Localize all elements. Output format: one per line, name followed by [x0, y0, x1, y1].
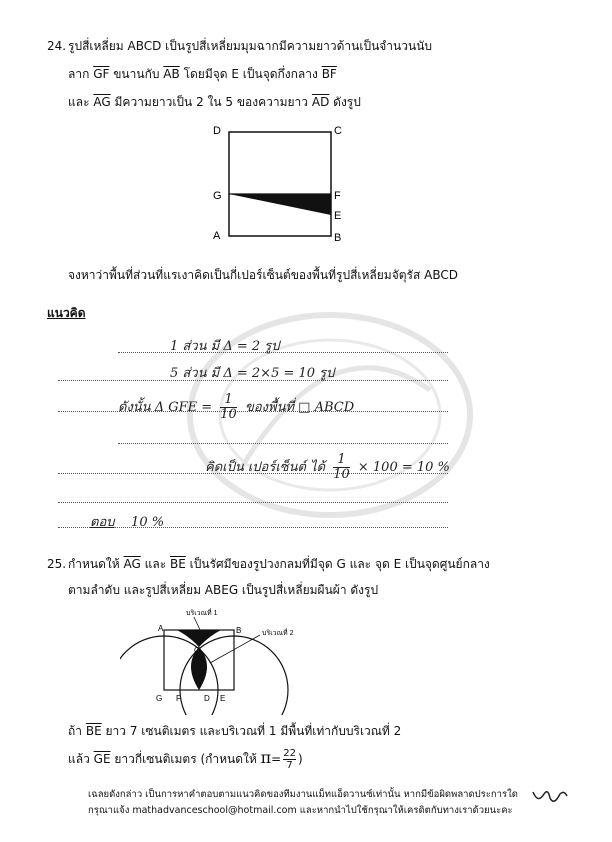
q25-number: 25. [47, 557, 67, 571]
q24-square-diagram [205, 120, 355, 245]
label-F: F [176, 694, 181, 703]
region-1-label: บริเวณที่ 1 [186, 610, 218, 617]
label-A: A [158, 624, 164, 633]
label-D: D [204, 694, 210, 703]
q25-circles-diagram [120, 605, 320, 715]
label-E: E [220, 694, 226, 703]
label-F: F [334, 190, 341, 202]
hw-line4: คิดเป็น เปอร์เซ็นต์ ได้ $\frac{1}{10}$ × 100 = 10 % [205, 452, 450, 482]
q24-question: จงหาว่าพื้นที่ส่วนที่แรเงาคิดเป็นกี่เปอร์เซ็นต์ของพื้นที่รูปสี่เหลี่ยมจัตุรัส ABCD [68, 268, 458, 282]
label-C: C [334, 125, 342, 137]
label-B: B [334, 232, 342, 244]
q24-line1: รูปสี่เหลี่ยม ABCD เป็นรูปสี่เหลี่ยมมุมฉากมีความยาวด้านเป็นจำนวนนับ [68, 39, 433, 53]
q25-line2: ตามลำดับ และรูปสี่เหลี่ยม ABEG เป็นรูปสี่เหลี่ยมผืนผ้า ดังรูป [68, 583, 379, 597]
label-A: A [213, 230, 221, 242]
q25-line4: แล้ว $\overline{GE}$ ยาวกี่เซนติเมตร (กำหนดให้ π= $\frac{22}{7}$ ) [68, 748, 303, 771]
hw-line3: ดังนั้น Δ GFE = $\frac{1}{10}$ ของพื้นที่ □ ABCD [118, 392, 355, 422]
shaded-triangle [229, 194, 331, 215]
label-C: C [194, 646, 200, 655]
hw-line2: 5 ส่วน มี Δ = 2×5 = 10 รูป [170, 366, 335, 381]
label-D: D [213, 125, 221, 137]
q25-line1: กำหนดให้ $\overline{AG}$ และ $\overline{BE}$ เป็นรัศมีของรูปวงกลมที่มีจุด G และ จุด E เป็นจุดศูนย์กลาง [68, 557, 490, 571]
q24-number: 24. [47, 39, 67, 53]
answer-line: ตอบ 10 % [90, 515, 165, 530]
hw-line1: 1 ส่วน มี Δ = 2 รูป [170, 339, 280, 354]
label-B: B [236, 626, 242, 635]
label-G: G [156, 694, 163, 703]
solution-heading: แนวคิด [47, 306, 86, 320]
label-E: E [334, 210, 342, 222]
footer-line1: เฉลยดังกล่าว เป็นการหาคำตอบตามแนวคิดของทีมงานแม็ทแอ็ดวานซ์เท่านั้น หากมีข้อผิดพลาดประการใด [88, 789, 518, 800]
q25-line3: ถ้า $\overline{BE}$ ยาว 7 เซนติเมตร และบริเวณที่ 1 มีพื้นที่เท่ากับบริเวณที่ 2 [68, 724, 402, 738]
q24-line2: ลาก $\overline{GF}$ ขนานกับ $\overline{AB}$ โดยมีจุด E เป็นจุดกึ่งกลาง $\overline{BF}$ [68, 67, 337, 81]
footer-line2: กรุณาแจ้ง mathadvanceschool@hotmail.com และหากนำไปใช้กรุณาให้เครดิตกับทางเราด้วยนะคะ [88, 805, 513, 816]
region-2-label: บริเวณที่ 2 [262, 630, 294, 637]
signature-scribble [530, 786, 570, 808]
label-G: G [213, 190, 222, 202]
q24-line3: และ $\overline{AG}$ มีความยาวเป็น 2 ใน 5 ของความยาว $\overline{AD}$ ดังรูป [68, 95, 361, 109]
